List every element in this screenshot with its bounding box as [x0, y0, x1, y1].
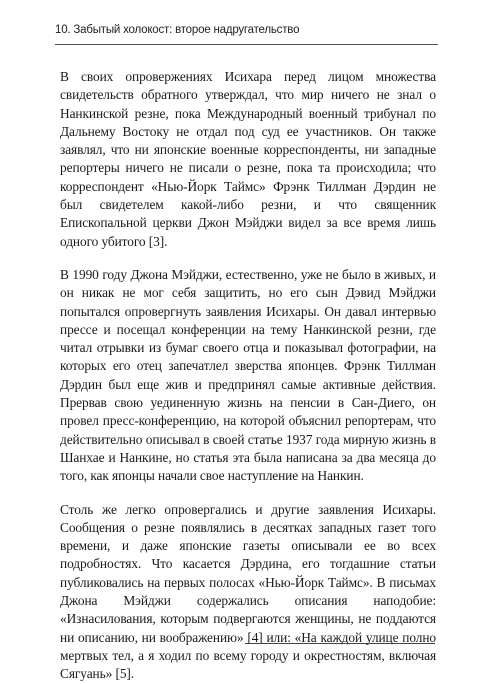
paragraph-1: В своих опровержениях Исихара перед лицом множества свидетельств обратного утверждал, что мир ничего не знал о Нанкинской резне, пока Международный военный трибунал по Дальнему Востоку не отдал под суд ее участников. Он также заявлял, что ни японские военные корреспонденты, ни западные репортеры ничего не писали о резне, пока та происходила; что корреспондент «Нью-Йорк Таймс» Фрэнк Тиллман Дэрдин не был свидетелем какой-либо резни, и что священник Епископальной церкви Джон Мэйджи видел за все время лишь одного убитого [3]. [60, 69, 436, 249]
running-header: 10. Забытый холокост: второе надругательство [55, 24, 300, 36]
header-rule [55, 44, 438, 45]
body-text [60, 68, 436, 684]
paragraph-2: В 1990 году Джона Мэйджи, естественно, уже не было в живых, и он никак не мог себя защитить, но его сын Дэвид Мэйджи попытался опровергнуть заявления Исихары. Он давал интервью прессе и посещал конференции на тему Нанкинской резни, где читал отрывки из бумаг своего отца и показывал фотографии, на которых его отец запечатлел зверства японцев. Фрэнк Тиллман Дэрдин был еще жив и предпринял самые активные действия. Прервав свою уединенную жизнь на пенсии в Сан-Диего, он провел пресс-конференцию, на которой объяснил репортерам, что действительно описывал в своей статье 1937 года мирную жизнь в Шанхае и Нанкине, но статья эта была написана за два месяца до того, как японцы начали свое наступление на Нанкин. [60, 266, 436, 484]
footnote-rule [245, 643, 435, 644]
paragraph-3: Столь же легко опровергались и другие заявления Исихары. Сообщения о резне появлялись в десятках западных газет того времени, и даже японские газеты описывали ее во всех подробностях. Что касается Дэрдина, его тогдашние статьи публиковались на первых полосах «Нью-Йорк Таймс». В письмах Джона Мэйджи содержались описания наподобие: «Изнасилования, которым подвергаются женщины, не поддаются ни описанию, ни воображению» [4] или: «На каждой улице полно мертвых тел, а я ходил по всему городу и окрестностям, включая Сягуань» [5]. [60, 501, 436, 682]
